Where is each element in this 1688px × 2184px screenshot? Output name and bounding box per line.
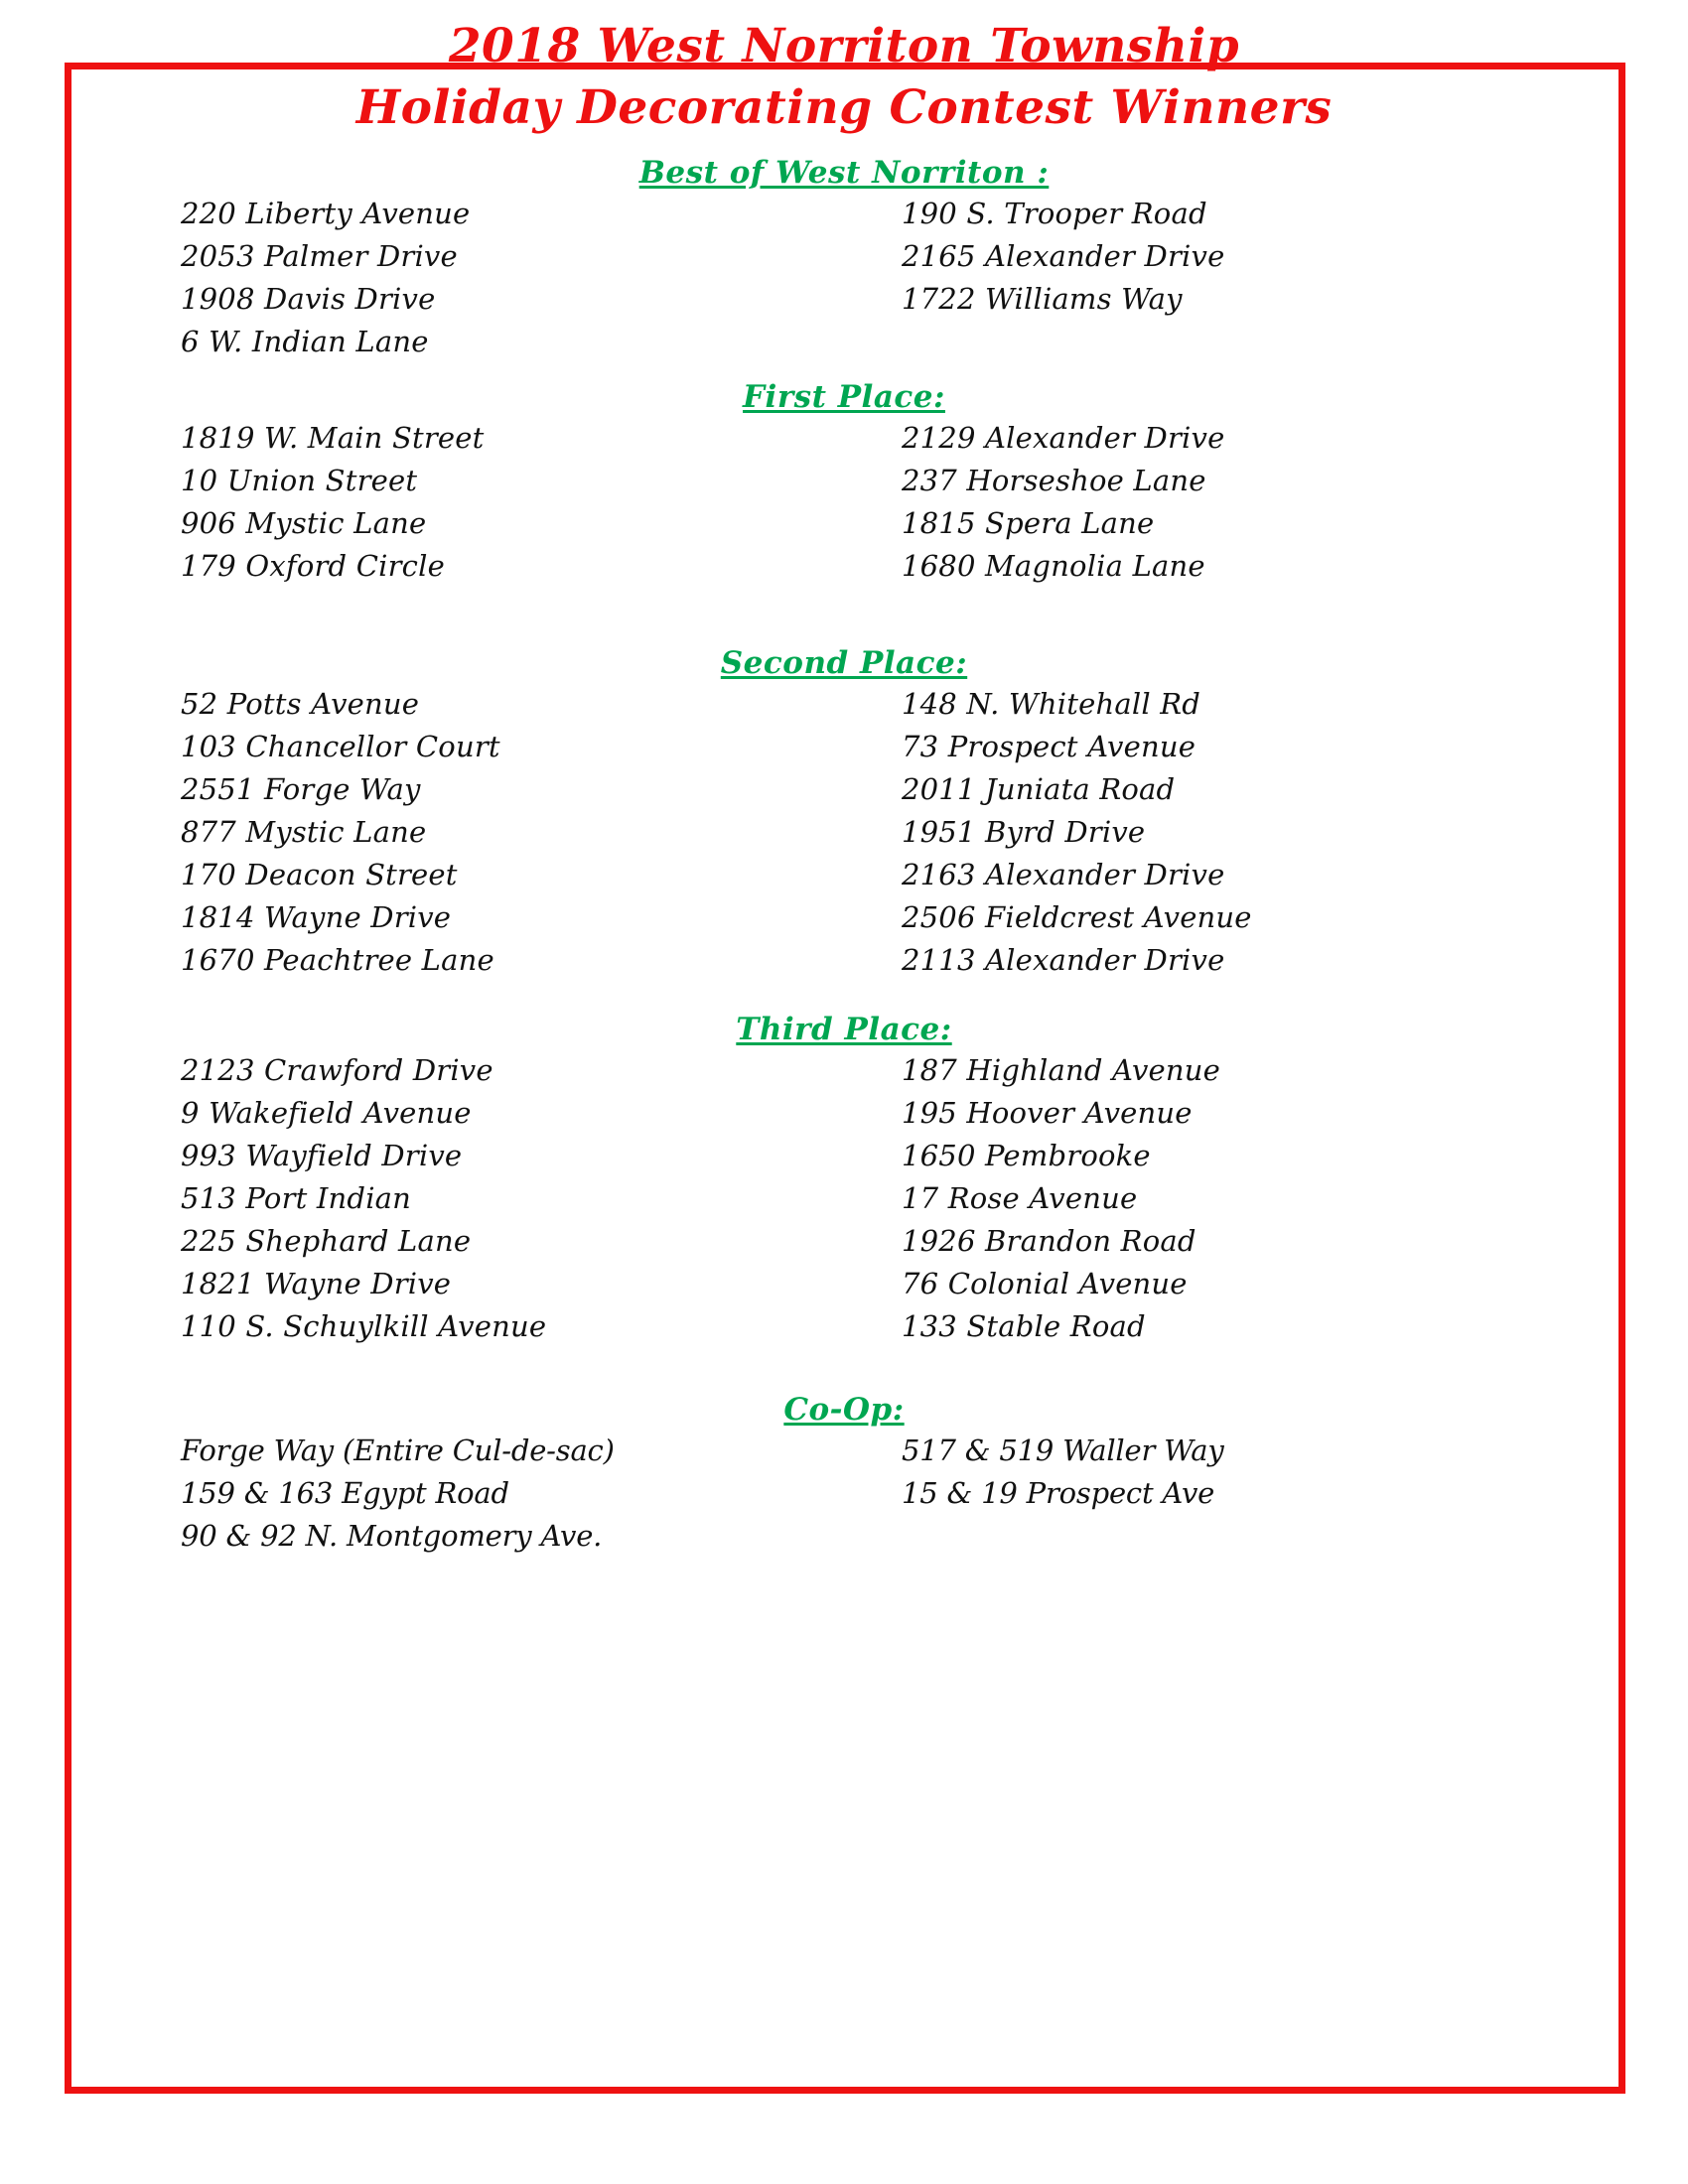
- title-line-1: 2018 West Norriton Township: [448, 19, 1240, 73]
- list-item: 15 & 19 Prospect Ave: [902, 1476, 1215, 1510]
- address-column-right: [844, 683, 1688, 982]
- list-item: 993 Wayfield Drive: [181, 1139, 463, 1172]
- list-item: 2551 Forge Way: [181, 772, 421, 806]
- list-item: 1814 Wayne Drive: [181, 900, 452, 934]
- address-column-right: [844, 1049, 1688, 1348]
- list-item: 1951 Byrd Drive: [902, 815, 1146, 849]
- address-column-right: [844, 1430, 1688, 1558]
- address-column-left: [0, 683, 844, 982]
- address-column-left: [0, 1049, 844, 1348]
- list-item: 159 & 163 Egypt Road: [181, 1476, 509, 1510]
- list-item: 52 Potts Avenue: [181, 687, 420, 721]
- section-heading: [0, 377, 1688, 417]
- list-item: 76 Colonial Avenue: [902, 1267, 1188, 1300]
- list-item: 195 Hoover Avenue: [902, 1096, 1193, 1130]
- section-co-op: [0, 1390, 1688, 1558]
- list-item: 1908 Davis Drive: [181, 282, 436, 316]
- list-item: 179 Oxford Circle: [181, 549, 445, 583]
- section-first-place: [0, 377, 1688, 588]
- section-heading-text: Best of West Norriton :: [638, 155, 1050, 191]
- page-title: [0, 0, 1688, 139]
- section-heading: [0, 1390, 1688, 1430]
- list-item: 2123 Crawford Drive: [181, 1053, 493, 1087]
- address-column-left: [0, 193, 844, 363]
- list-item: 237 Horseshoe Lane: [902, 464, 1206, 497]
- list-item: 1670 Peachtree Lane: [181, 943, 494, 977]
- address-column-left: [0, 1430, 844, 1558]
- list-item: 103 Chancellor Court: [181, 730, 500, 763]
- section-heading: [0, 643, 1688, 683]
- address-columns: [0, 193, 1688, 363]
- section-heading: [0, 153, 1688, 193]
- section-heading: [0, 1010, 1688, 1049]
- section-best-of-west-norriton: [0, 153, 1688, 363]
- section-heading-text: Co-Op:: [783, 1392, 905, 1428]
- list-item: 877 Mystic Lane: [181, 815, 427, 849]
- list-item: 1650 Pembrooke: [902, 1139, 1151, 1172]
- address-columns: [0, 1049, 1688, 1348]
- list-item: 6 W. Indian Lane: [181, 325, 429, 358]
- list-item: 1819 W. Main Street: [181, 421, 485, 455]
- address-column-right: [844, 417, 1688, 588]
- list-item: 9 Wakefield Avenue: [181, 1096, 472, 1130]
- list-item: 1722 Williams Way: [902, 282, 1183, 316]
- address-column-left: [0, 417, 844, 588]
- title-line-2: Holiday Decorating Contest Winners: [355, 80, 1333, 135]
- section-second-place: [0, 643, 1688, 982]
- list-item: 220 Liberty Avenue: [181, 197, 471, 230]
- list-item: 190 S. Trooper Road: [902, 197, 1207, 230]
- list-item: 906 Mystic Lane: [181, 506, 427, 540]
- list-item: 110 S. Schuylkill Avenue: [181, 1309, 547, 1343]
- list-item: 2129 Alexander Drive: [902, 421, 1225, 455]
- list-item: 2113 Alexander Drive: [902, 943, 1225, 977]
- list-item: 170 Deacon Street: [181, 858, 458, 891]
- list-item: 2053 Palmer Drive: [181, 239, 458, 273]
- list-item: 10 Union Street: [181, 464, 418, 497]
- list-item: 2163 Alexander Drive: [902, 858, 1225, 891]
- list-item: 187 Highland Avenue: [902, 1053, 1221, 1087]
- list-item: 1926 Brandon Road: [902, 1224, 1196, 1258]
- list-item: 513 Port Indian: [181, 1181, 412, 1215]
- section-third-place: [0, 1010, 1688, 1348]
- list-item: 2506 Fieldcrest Avenue: [902, 900, 1252, 934]
- list-item: 90 & 92 N. Montgomery Ave.: [181, 1519, 603, 1553]
- list-item: 2011 Juniata Road: [902, 772, 1176, 806]
- address-column-right: [844, 193, 1688, 363]
- address-columns: [0, 417, 1688, 588]
- list-item: 1821 Wayne Drive: [181, 1267, 452, 1300]
- list-item: 1680 Magnolia Lane: [902, 549, 1205, 583]
- list-item: 17 Rose Avenue: [902, 1181, 1138, 1215]
- list-item: 2165 Alexander Drive: [902, 239, 1225, 273]
- address-columns: [0, 1430, 1688, 1558]
- address-columns: [0, 683, 1688, 982]
- list-item: 225 Shephard Lane: [181, 1224, 472, 1258]
- list-item: 73 Prospect Avenue: [902, 730, 1196, 763]
- list-item: Forge Way (Entire Cul-de-sac): [181, 1433, 615, 1467]
- list-item: 1815 Spera Lane: [902, 506, 1155, 540]
- section-heading-text: Second Place:: [720, 645, 968, 681]
- list-item: 517 & 519 Waller Way: [902, 1433, 1224, 1467]
- section-heading-text: First Place:: [743, 379, 945, 415]
- list-item: 148 N. Whitehall Rd: [902, 687, 1201, 721]
- section-heading-text: Third Place:: [736, 1012, 952, 1047]
- list-item: 133 Stable Road: [902, 1309, 1146, 1343]
